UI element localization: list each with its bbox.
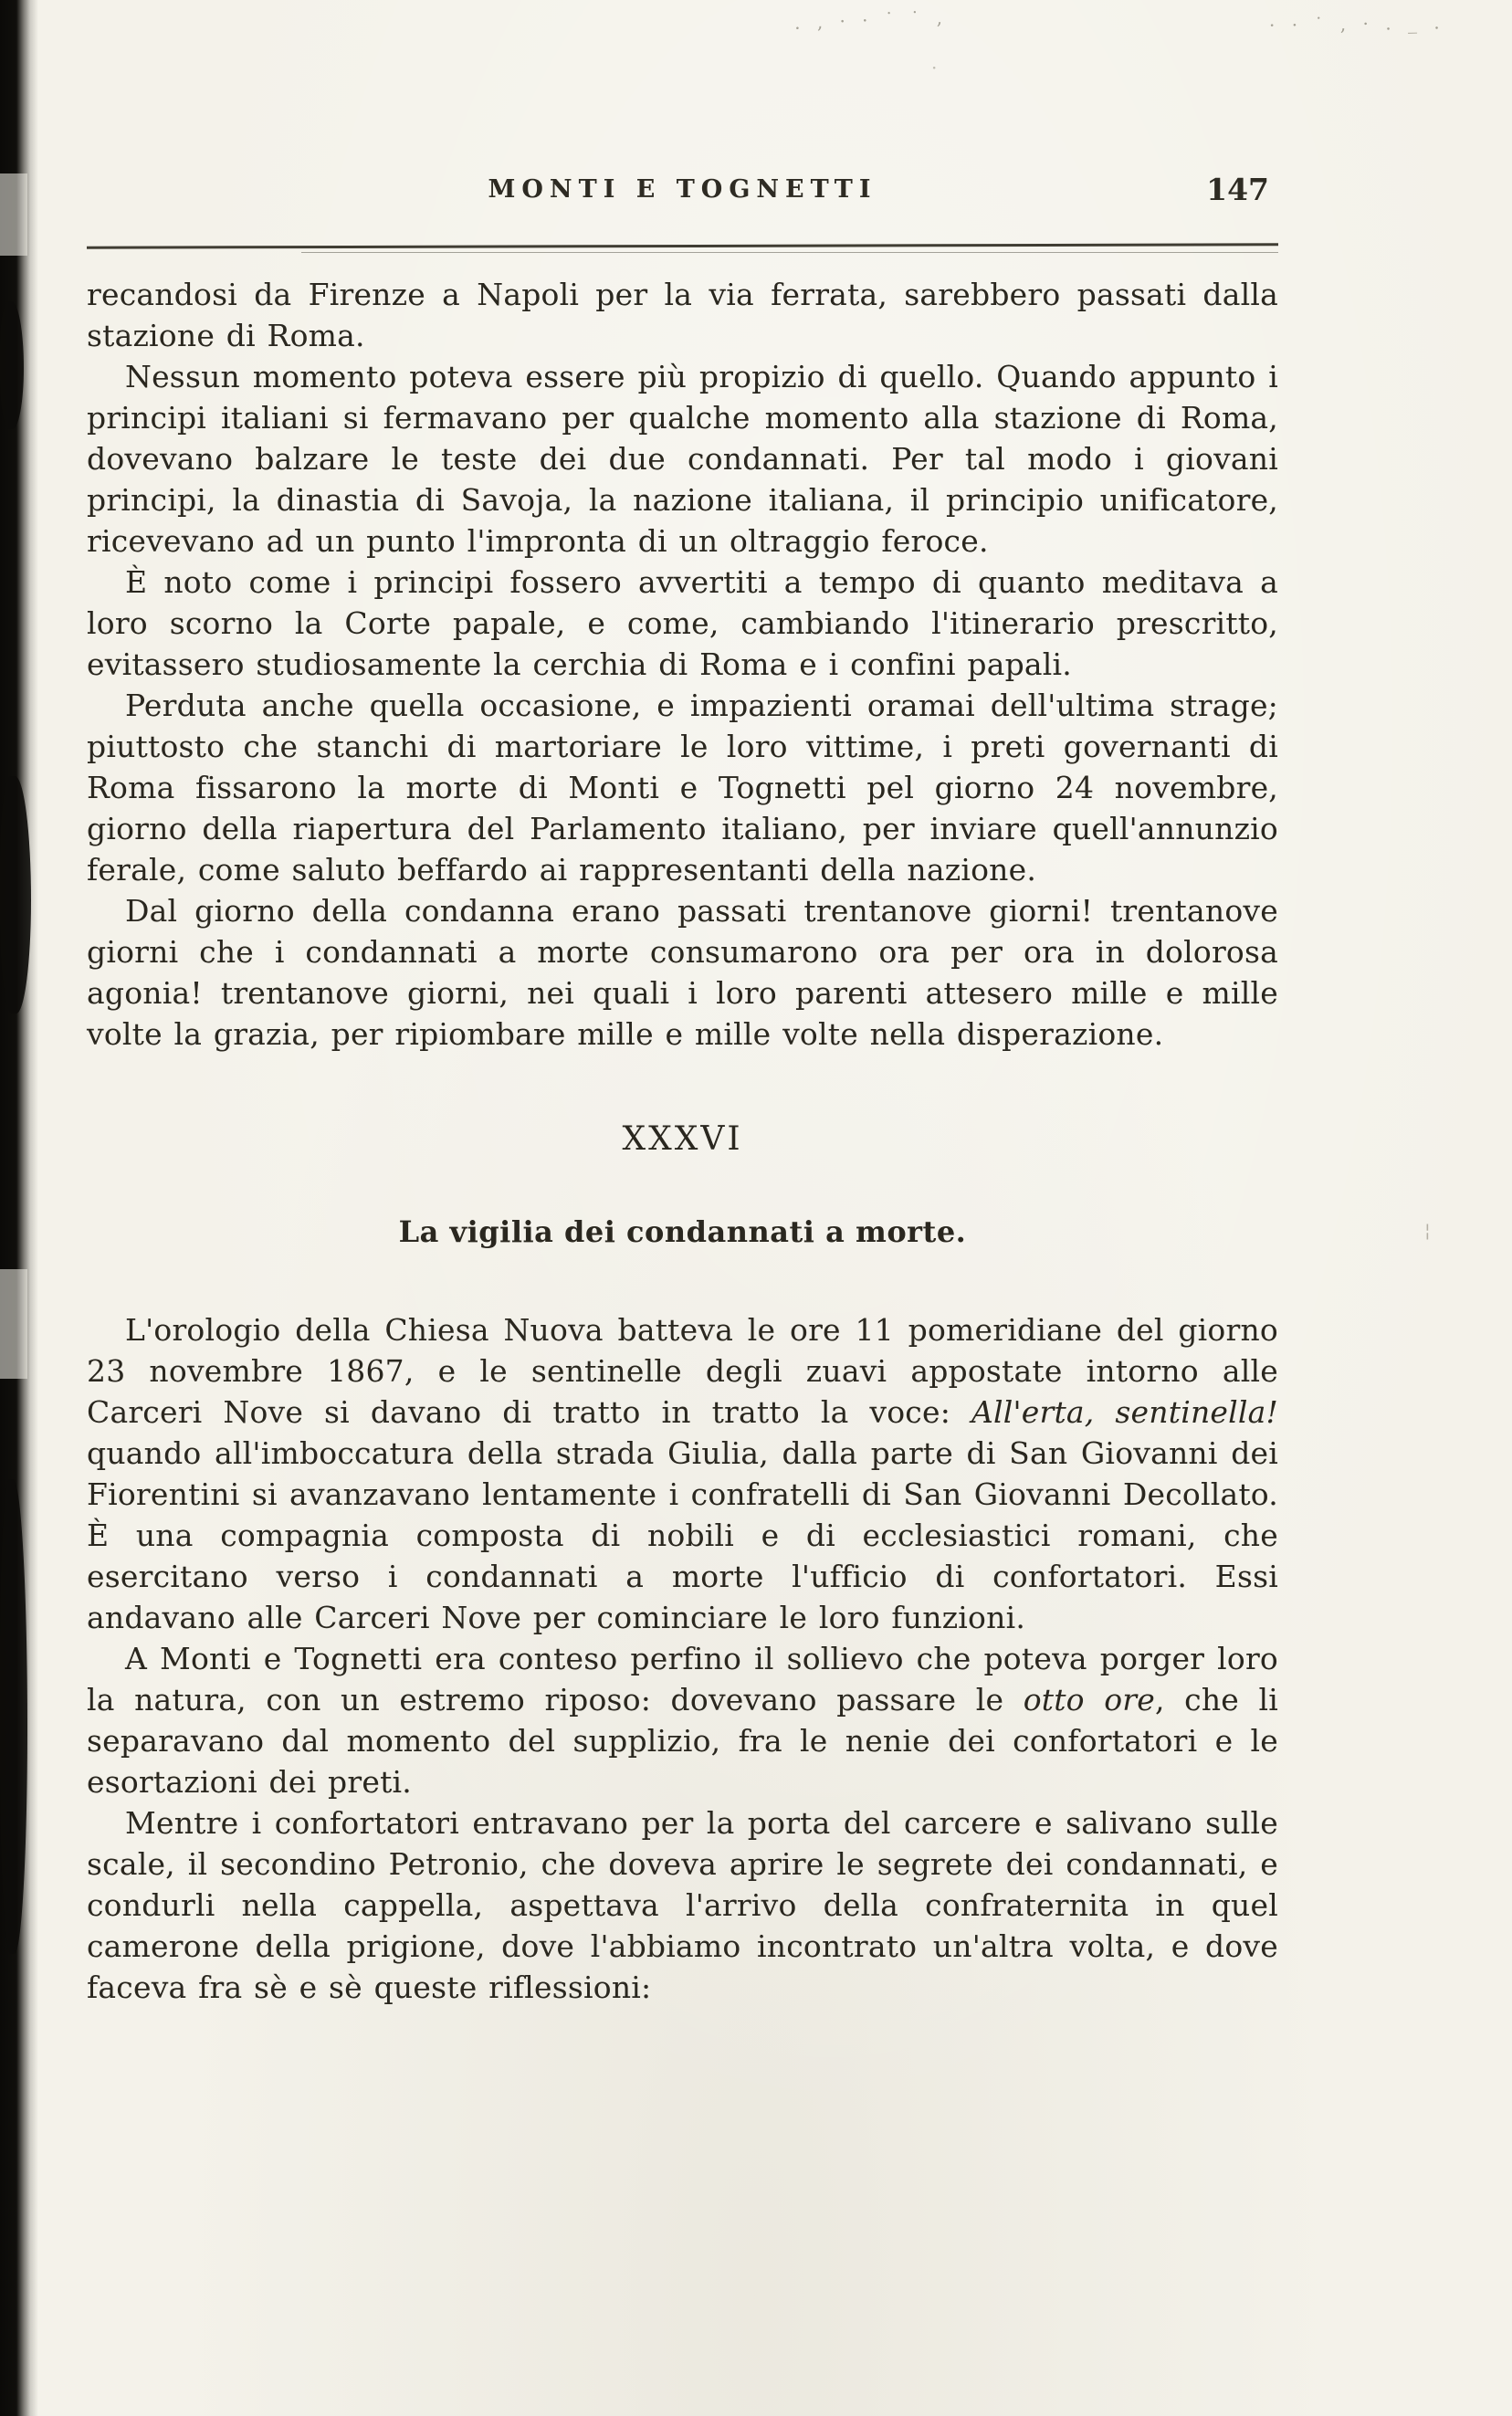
header-rule <box>87 243 1278 248</box>
page-number: 147 <box>1206 172 1269 207</box>
body-text: L'orologio della Chiesa Nuova batteva le ore 11 pomeridiane del giorno 23 novembre 1867, e le sentinelle degli zuavi appostate intorno alle Carceri Nove si davano di tratto in tratto la voce: <box>87 1312 1278 1430</box>
body-text: Nessun momento poteva essere più propizio di quello. Quando appunto i principi italiani si fermavano per qualche momento alla stazione di Roma, dovevano balzare le teste dei due condannati. Per tal modo i giovani principi, la dinastia di Savoja, la nazione italiana, il principio unificatore, ricevevano ad un punto l'impronta di un oltraggio feroce. <box>87 359 1278 559</box>
paragraph <box>87 562 1278 685</box>
page-body <box>87 274 1278 2008</box>
italic-text: All'erta, sentinella! <box>971 1394 1278 1430</box>
binding-ink-blot <box>0 301 24 429</box>
header-rule-echo <box>301 252 1278 253</box>
body-text: Perduta anche quella occasione, e impazienti oramai dell'ultima strage; piuttosto che stanchi di martoriare le loro vittime, i preti governanti di Roma fissarono la morte di Monti e Tognetti pel giorno 24 novembre, giorno della riapertura del Parlamento italiano, per inviare quell'annunzio ferale, come saluto beffardo ai rappresentanti della nazione. <box>87 688 1278 888</box>
binding-light-gap <box>0 1269 27 1379</box>
paragraph <box>87 685 1278 890</box>
body-text: Dal giorno della condanna erano passati trentanove giorni! trentanove giorni che i condannati a morte consumarono ora per ora in dolorosa agonia! trentanove giorni, nei quali i loro parenti attesero mille e mille volte la grazia, per ripiombare mille e mille volte nella disperazione. <box>87 893 1278 1052</box>
paragraph <box>87 1309 1278 1638</box>
body-text: A Monti e Tognetti era conteso perfino il sollievo che poteva porger loro la natura, con un estremo riposo: dovevano passare le <box>87 1641 1278 1717</box>
page-header <box>87 172 1278 217</box>
scan-artifact: ¦ <box>1424 1219 1436 1241</box>
body-text: quando all'imboccatura della strada Giulia, dalla parte di San Giovanni dei Fiorentini si avanzavano lentamente i confratelli di San Giovanni Decollato. È una compagnia composta di nobili e di ecclesiastici romani, che esercitano verso i condannati a morte l'ufficio di confortatori. Essi andavano alle Carceri Nove per cominciare le loro funzioni. <box>87 1435 1278 1635</box>
italic-text: otto ore <box>1023 1682 1155 1717</box>
binding-light-gap <box>0 173 27 256</box>
body-text: recandosi da Firenze a Napoli per la via ferrata, sarebbero passati dalla stazione di Roma. <box>87 277 1278 353</box>
running-title: MONTI E TOGNETTI <box>488 175 877 204</box>
text-block-top <box>87 274 1278 1055</box>
scan-artifact: . , · · ˙ ˙ , <box>793 6 949 34</box>
paragraph <box>87 1802 1278 2008</box>
body-text: , che li separavano dal momento del supplizio, fra le nenie dei confortatori e le esortazioni dei preti. <box>87 1682 1278 1800</box>
chapter-number: XXXVI <box>622 1120 743 1158</box>
paragraph <box>87 356 1278 562</box>
scan-artifact: · · ˙ , · . _ . <box>1268 11 1445 37</box>
body-text: È noto come i principi fossero avvertiti a tempo di quanto meditava a loro scorno la Corte papale, e come, cambiando l'itinerario prescritto, evitassero studiosamente la cerchia di Roma e i confini papali. <box>87 564 1278 682</box>
paragraph <box>87 1638 1278 1802</box>
paragraph <box>87 274 1278 356</box>
body-text: Mentre i confortatori entravano per la porta del carcere e salivano sulle scale, il secondino Petronio, che doveva aprire le segrete dei condannati, e condurli nella cappella, aspettava l'arrivo della confraternita in quel camerone della prigione, dove l'abbiamo incontrato un'altra volta, e dove faceva fra sè e sè queste riflessioni: <box>87 1805 1278 2005</box>
scan-artifact: · <box>931 57 943 79</box>
paragraph <box>87 890 1278 1055</box>
chapter-title: La vigilia dei condannati a morte. <box>398 1214 967 1249</box>
text-block-bottom <box>87 1309 1278 2008</box>
